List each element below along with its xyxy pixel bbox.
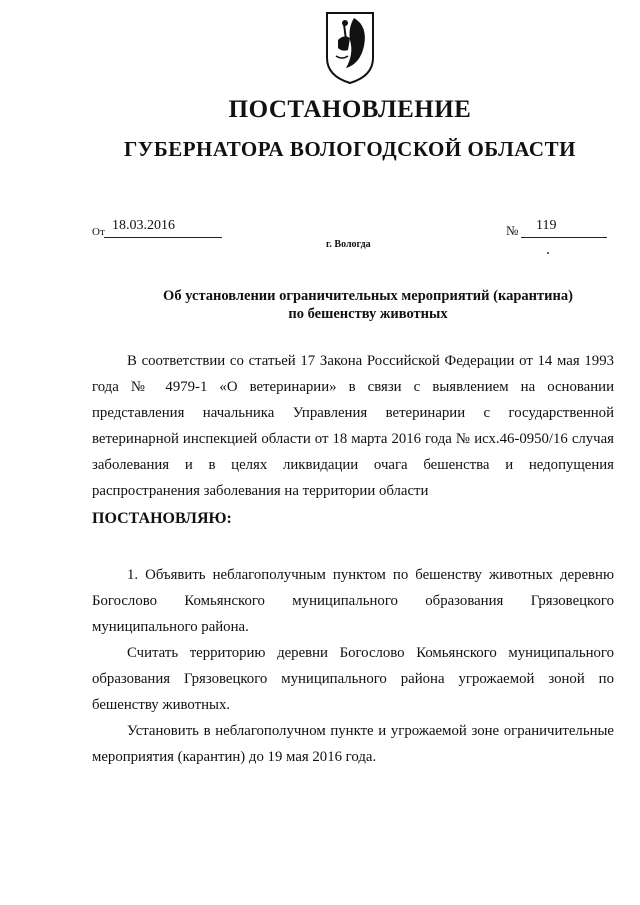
number-sign: № [506,223,519,238]
preamble-text: В соответствии со статьей 17 Закона Российской Федерации от 14 мая 1993 года № 4979-1 «О ветеринарии» в связи с выявлением на основании представления начальника Управления ветеринарии с государственной ветеринарной инспекцией области от 18 марта 2016 года № исх.46-0950/16 случая заболевания и в целях ликвидации очага бешенства и недопущения распространения заболевания на территории области [92,353,614,499]
subject-line-1: Об установлении ограничительных мероприятий (карантина) [163,288,573,304]
decree-item-1-text: 1. Объявить неблагополучным пунктом по бешенству животных деревню Богослово Комьянского муниципального образования Грязовецкого муниципального района. [92,567,614,635]
decree-item-3-text: Установить в неблагополучном пункте и угрожаемой зоне ограничительные мероприятия (карантин) до 19 мая 2016 года. [92,723,614,765]
document-title: ПОСТАНОВЛЕНИЕ [228,96,472,123]
document-number: 119 [536,218,557,233]
decree-item-2-text: Считать территорию деревни Богослово Комьянского муниципального образования Грязовецкого муниципального района угрожаемой зоной по бешенству животных. [92,645,614,713]
stray-dot [547,252,549,254]
preamble-paragraph [92,348,614,504]
date-prefix: От [92,226,105,238]
document-city: г. Вологда [326,239,371,250]
document-date: 18.03.2016 [112,218,175,233]
coat-of-arms-icon [324,10,376,86]
decree-item-1 [92,562,614,640]
decree-word: ПОСТАНОВЛЯЮ: [92,510,232,527]
subject-line-2: по бешенству животных [288,306,448,322]
decree-item-2 [92,640,614,718]
number-underline [521,221,607,238]
document-issuer: ГУБЕРНАТОРА ВОЛОГОДСКОЙ ОБЛАСТИ [124,137,576,161]
decree-item-3 [92,718,614,770]
